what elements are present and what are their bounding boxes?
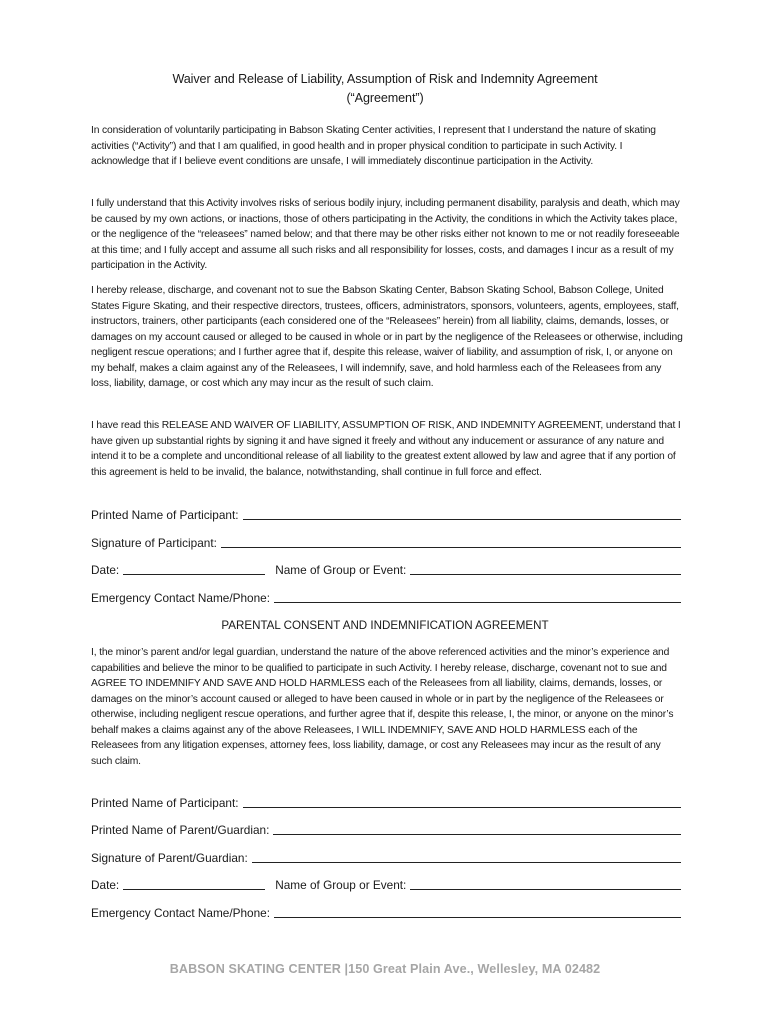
consideration-paragraph: In consideration of voluntarily participating in Babson Skating Center activities, I represent that I understand the nature of skating activities (“Activity”) and that I am qualified, in good health and in proper physical condition to participate in such Activity. I acknowledge that if I believe event conditions are unsafe, I will immediately discontinue participation in the Activity. <box>91 125 656 167</box>
guardian-group-event-line[interactable] <box>410 878 681 890</box>
guardian-signature-line[interactable] <box>252 851 681 863</box>
group-event-line[interactable] <box>410 563 681 575</box>
release-paragraph: I hereby release, discharge, and covenant not to sue the Babson Skating Center, Babson Skating School, Babson College, United States Figure Skating, and their respective directors, trustees, officers, administrators, sponsors, volunteers, agents, employees, staff, instructors, trainers, other participants (each considered one of the “Releasees” herein) from all liability, claims, demands, losses, or damages on my account caused or alleged to be caused in whole or in part by the negligence of the Releasees or otherwise, including negligent rescue operations; and I further agree that if, despite this release, waiver of liability, and assumption of risk, I, or anyone on my behalf, makes a claim against any of the Releasees, I will indemnify, save, and hold harmless each of the Releasees from any loss, liability, damage, or cost which any may incur as the result of such claim. <box>91 285 683 389</box>
title-line-2: (“Agreement”) <box>346 91 424 105</box>
guardian-emergency-contact-line[interactable] <box>274 906 681 918</box>
guardian-name-label: Printed Name of Parent/Guardian: <box>91 823 270 837</box>
emergency-contact-label: Emergency Contact Name/Phone: <box>91 591 271 605</box>
date-label: Date: <box>91 563 120 577</box>
footer-address: BABSON SKATING CENTER |150 Great Plain Ave., Wellesley, MA 02482 <box>169 962 601 976</box>
minor-participant-name-label: Printed Name of Participant: <box>91 796 239 810</box>
emergency-contact-line[interactable] <box>274 591 681 603</box>
guardian-date-line[interactable] <box>123 878 265 890</box>
guardian-name-line[interactable] <box>273 823 681 835</box>
minor-participant-name-field[interactable] <box>91 795 681 811</box>
guardian-emergency-contact-label: Emergency Contact Name/Phone: <box>91 906 271 920</box>
guardian-signature-field[interactable] <box>91 850 681 866</box>
participant-signature-label: Signature of Participant: <box>91 536 217 550</box>
participant-name-line[interactable] <box>243 508 681 520</box>
title-line-1: Waiver and Release of Liability, Assumption of Risk and Indemnity Agreement <box>172 72 598 86</box>
acknowledgement-paragraph: I have read this RELEASE AND WAIVER OF LIABILITY, ASSUMPTION OF RISK, AND INDEMNITY AGREEMENT, understand that I have given up substantial rights by signing it and have signed it freely and without any inducement or assurance of any nature and intend it to be a complete and unconditional release of all liability to the greatest extent allowed by law and agree that if any portion of this agreement is held to be invalid, the balance, notwithstanding, shall continue in full force and effect. <box>91 420 681 478</box>
parental-consent-heading: PARENTAL CONSENT AND INDEMNIFICATION AGREEMENT <box>221 619 549 632</box>
document-title <box>90 70 680 108</box>
participant-name-field[interactable] <box>91 507 681 523</box>
risk-paragraph: I fully understand that this Activity involves risks of serious bodily injury, including permanent disability, paralysis and death, which may be caused by my own actions, or inactions, those of others participating in the Activity, the conditions in which the Activity takes place, or the negligence of the “releasees” named below; and that there may be other risks either not known to me or not readily foreseeable at this time; and I fully accept and assume all such risks and all responsibility for losses, costs, and damages I incur as a result of my participation in the Activity. <box>91 198 680 271</box>
guardian-date-label: Date: <box>91 878 120 892</box>
participant-signature-field[interactable] <box>91 535 681 551</box>
guardian-signature-label: Signature of Parent/Guardian: <box>91 851 248 865</box>
participant-signature-line[interactable] <box>221 536 681 548</box>
emergency-contact-field[interactable] <box>91 590 681 606</box>
guardian-emergency-contact-field[interactable] <box>91 905 681 921</box>
date-group-row[interactable] <box>91 562 681 578</box>
guardian-name-field[interactable] <box>91 822 681 838</box>
date-line[interactable] <box>123 563 265 575</box>
parental-consent-paragraph: I, the minor’s parent and/or legal guardian, understand the nature of the above referenced activities and the minor’s experience and capabilities and believe the minor to be qualified to participate in such Activity. I hereby release, discharge, covenant not to sue and AGREE TO INDEMNIFY AND SAVE AND HOLD HARMLESS each of the Releasees from all liability, claims, demands, losses, or damages on the minor’s account caused or alleged to have been caused in whole or in part by the negligence of the Releasees or otherwise, including negligent rescue operations, and further agree that if, despite this release, I, the minor, or anyone on the minor’s behalf makes a claims against any of the above Releasees, I WILL INDEMNIFY, SAVE AND HOLD HARMLESS each of the Releasees from any litigation expenses, attorney fees, loss liability, damage, or cost any Releasees may incur as the result of any such claim. <box>91 647 674 767</box>
minor-participant-name-line[interactable] <box>243 796 681 808</box>
guardian-date-group-row[interactable] <box>91 877 681 893</box>
guardian-group-event-label: Name of Group or Event: <box>275 878 407 892</box>
participant-name-label: Printed Name of Participant: <box>91 508 239 522</box>
group-event-label: Name of Group or Event: <box>275 563 407 577</box>
